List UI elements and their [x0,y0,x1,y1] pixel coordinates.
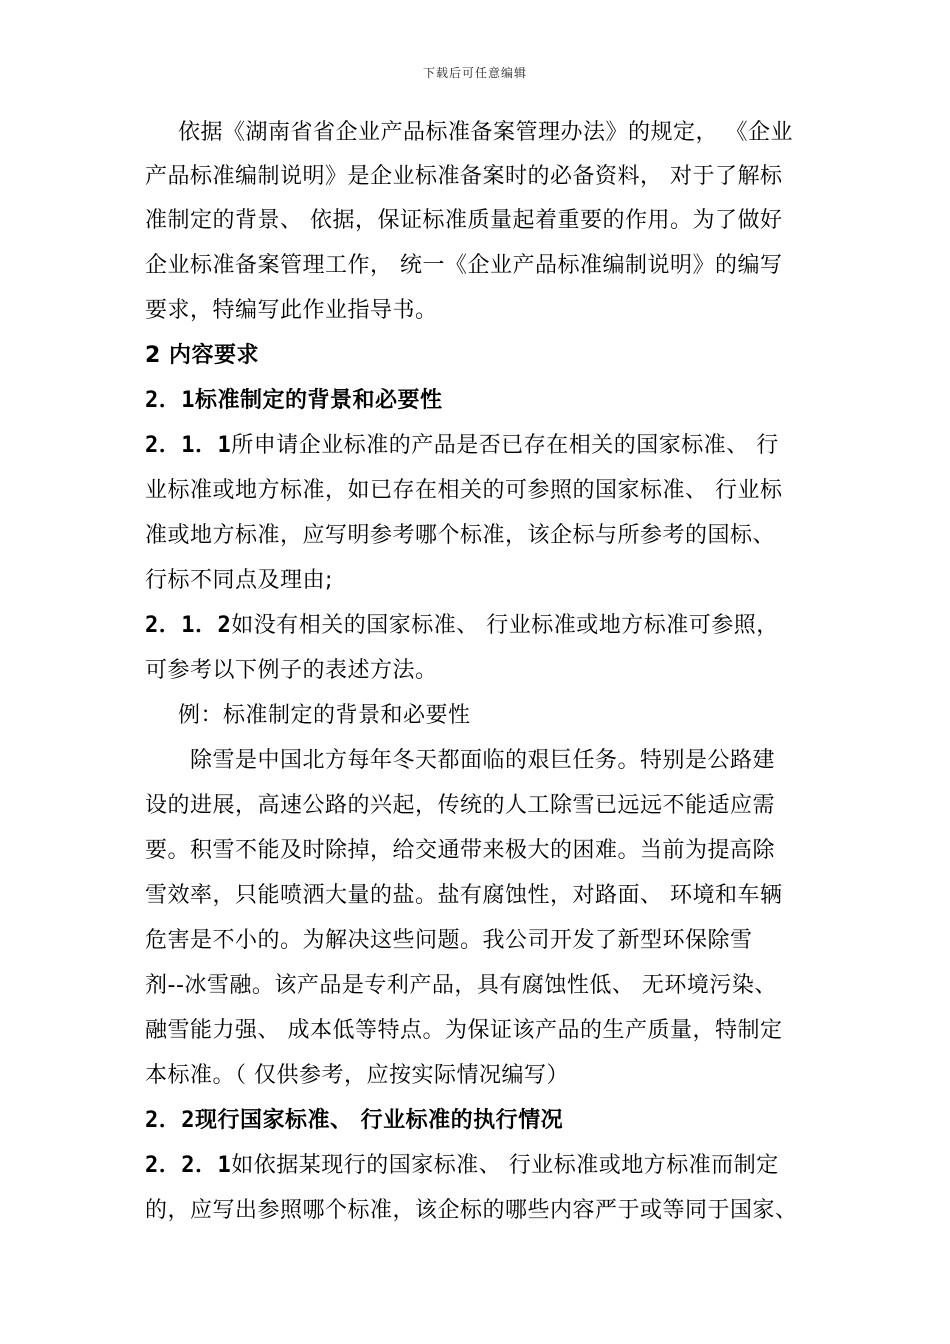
item-text: 如没有相关的国家标准、 行业标准或地方标准可参照， [231,613,779,638]
example-line: 除雪是中国北方每年冬天都面临的艰巨任务。特别是公路建 [190,748,776,773]
example-heading: 例：标准制定的背景和必要性 [178,703,471,728]
example-line: 设的进展，高速公路的兴起，传统的人工除雪已远远不能适应需 [145,793,776,818]
example-line: 危害是不小的。为解决这些问题。我公司开发了新型环保除雪 [145,928,753,953]
item-2-1-1-first-line [145,431,779,461]
item-2-1-2-line: 可参考以下例子的表述方法。 [145,658,438,683]
item-2-1-1-line: 准或地方标准，应写明参考哪个标准，该企标与所参考的国标、 [145,523,776,548]
item-number: 2．1．2 [145,613,232,638]
example-line: 融雪能力强、 成本低等特点。为保证该产品的生产质量，特制定 [145,1018,783,1043]
example-line: 本标准。（ 仅供参考，应按实际情况编写） [145,1063,569,1088]
example-line: 要。积雪不能及时除掉，给交通带来极大的困难。当前为提高除 [145,838,776,863]
item-2-1-1-line: 行标不同点及理由; [145,568,333,593]
example-line: 雪效率，只能喷洒大量的盐。盐有腐蚀性，对路面、 环境和车辆 [145,883,783,908]
item-2-2-1-line: 的，应写出参照哪个标准，该企标的哪些内容严于或等同于国家、 [145,1198,798,1223]
item-2-1-2-first-line [145,611,779,641]
section-heading-2-2 [145,1106,563,1136]
intro-line: 准制定的背景、 依据，保证标准质量起着重要的作用。为了做好 [145,208,783,233]
header-note: 下载后可任意编辑 [422,66,527,80]
item-text: 所申请企业标准的产品是否已存在相关的国家标准、 行 [231,433,779,458]
item-2-1-1-line: 业标准或地方标准，如已存在相关的可参照的国家标准、 行业标 [145,478,783,503]
section-heading-2-1 [145,386,443,416]
section-title: 标准制定的背景和必要性 [195,388,443,413]
item-number: 2．2．1 [145,1153,232,1178]
intro-line: 企业标准备案管理工作， 统一《企业产品标准编制说明》的编写 [145,253,783,278]
section-title: 现行国家标准、 行业标准的执行情况 [195,1108,564,1133]
section-number: 2．2 [145,1108,195,1133]
example-line: 剂--冰雪融。该产品是专利产品，具有腐蚀性低、 无环境污染、 [145,973,777,998]
item-2-2-1-first-line [145,1151,779,1181]
intro-line: 要求，特编写此作业指导书。 [145,298,438,323]
item-text: 如依据某现行的国家标准、 行业标准或地方标准而制定 [231,1153,779,1178]
item-number: 2．1．1 [145,433,232,458]
intro-line: 产品标准编制说明》是企业标准备案时的必备资料， 对于了解标 [145,164,783,189]
section-heading-2: 2 内容要求 [145,343,259,368]
intro-line: 依据《湖南省省企业产品标准备案管理办法》的规定， 《企业 [178,120,793,145]
section-number: 2．1 [145,388,195,413]
